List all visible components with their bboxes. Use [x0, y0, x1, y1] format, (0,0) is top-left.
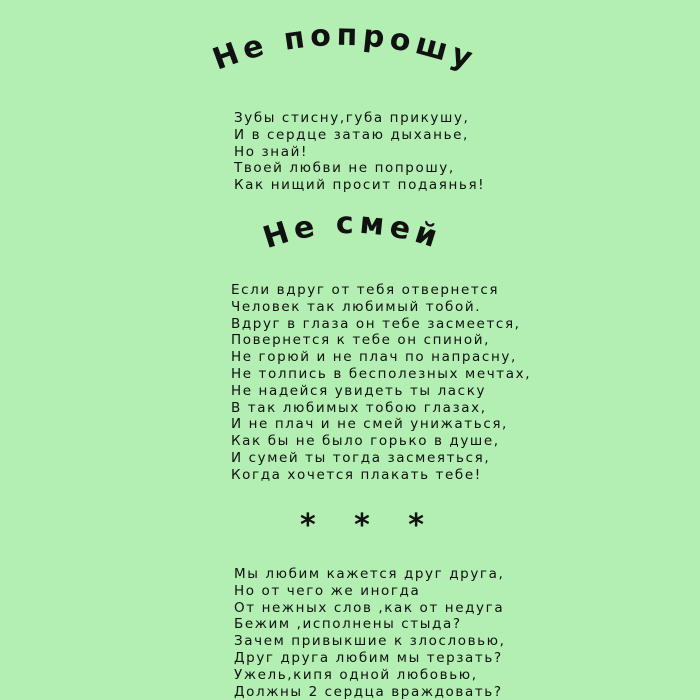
poem-line: И не плач и не смей унижаться, [231, 416, 508, 433]
poem-line: И в сердце затаю дыханье, [234, 126, 469, 143]
poem-line: Бежим ,исполнены стыда? [234, 616, 462, 633]
poem-line: Повернется к тебе он спиной, [231, 332, 490, 349]
poem-stanza-untitled [234, 566, 506, 700]
poem-line: Твоей любви не попрошу, [234, 160, 455, 177]
poem-line: Друг друга любим мы терзать? [234, 649, 503, 666]
poem-line: Если вдруг от тебя отвернется [231, 282, 500, 298]
poem-line: Зубы стисну,губа прикушу, [234, 110, 470, 126]
poem-line: Но от чего же иногда [234, 582, 421, 599]
svg-text:Не смей [259, 206, 446, 257]
poem-line: Не надейся увидеть ты ласку [231, 382, 487, 399]
poem-line: Мы любим кажется друг друга, [234, 566, 505, 582]
poem-title-asterisks: * * * [300, 508, 438, 543]
poem-line: Должны 2 сердца враждовать? [234, 683, 503, 700]
poem-stanza-ne-smey [231, 282, 531, 484]
poem-line: И сумей ты тогда засмеяться, [231, 449, 491, 466]
poem-title-text: Не смей [258, 205, 447, 257]
poem-line: Как нищий просит подаянья! [234, 177, 486, 194]
poem-line: Но знай! [234, 143, 308, 160]
poem-line: Ужель,кипя одной любовью, [234, 666, 478, 683]
poem-line: Не толпись в бесполезных мечтах, [231, 365, 532, 382]
poem-line: Как бы не было горько в душе, [231, 433, 500, 450]
poem-line: Вдруг в глаза он тебе засмеется, [231, 315, 521, 332]
poem-line: Не горюй и не плач по напрасну, [231, 349, 517, 366]
poem-stanza-ne-poproshu [234, 110, 485, 194]
poem-title-text: Не попрошу [208, 17, 482, 79]
poem-title-ne-smey [245, 205, 465, 268]
poem-line: От нежных слов ,как от недуга [234, 599, 505, 616]
poem-line: Человек так любимый тобой. [231, 298, 482, 315]
svg-text:Не попрошу [208, 18, 481, 78]
poem-line: В так любимых тобою глазах, [231, 399, 487, 416]
poem-line: Когда хочется плакать тебе! [231, 466, 482, 483]
poem-title-ne-poproshu [190, 17, 510, 90]
poem-line: Зачем привыкшие к злословью, [234, 633, 506, 650]
